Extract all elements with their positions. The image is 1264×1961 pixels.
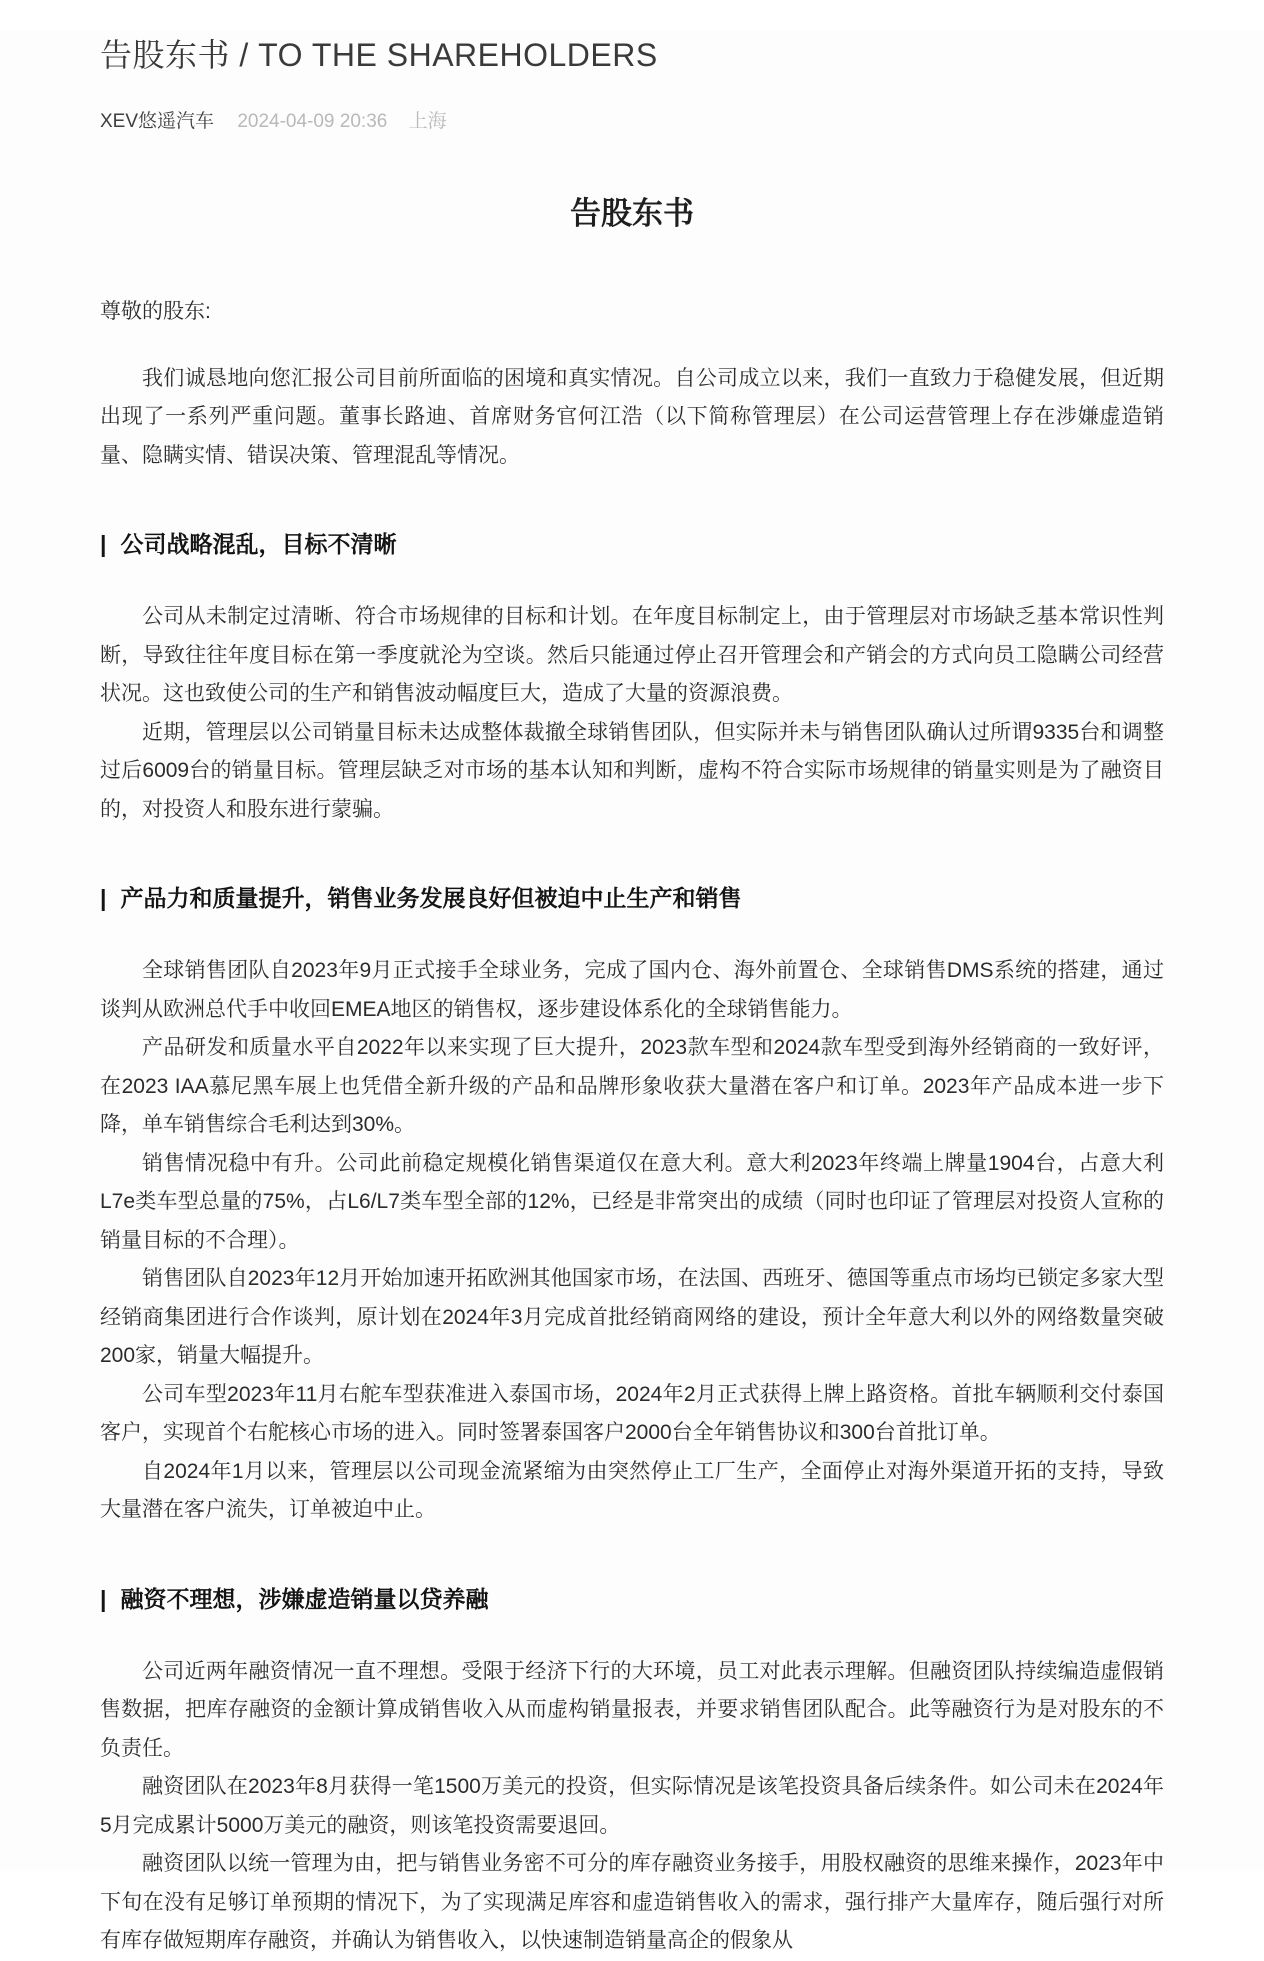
section-marker-bar: | [100, 1585, 107, 1612]
paragraph: 销售情况稳中有升。公司此前稳定规模化销售渠道仅在意大利。意大利2023年终端上牌量1904台，占意大利L7e类车型总量的75%，占L6/L7类车型全部的12%，已经是非常突出的成绩（同时也印证了管理层对投资人宣称的销量目标的不合理）。 [100, 1151, 1164, 1252]
paragraph: 全球销售团队自2023年9月正式接手全球业务，完成了国内仓、海外前置仓、全球销售DMS系统的搭建，通过谈判从欧洲总代手中收回EMEA地区的销售权，逐步建设体系化的全球销售能力。 [100, 959, 1164, 1021]
paragraph: 融资团队以统一管理为由，把与销售业务密不可分的库存融资业务接手，用股权融资的思维来操作，2023年中下旬在没有足够订单预期的情况下，为了实现满足库容和虚造销售收入的需求，强行排产大量库存，随后强行对所有库存做短期库存融资，并确认为销售收入，以快速制造销量高企的假象从 [100, 1852, 1164, 1953]
byline-author: XEV悠遥汽车 [100, 111, 215, 132]
article-body [100, 188, 1164, 1961]
section-heading-3 [100, 1584, 1164, 1615]
paragraph: 自2024年1月以来，管理层以公司现金流紧缩为由突然停止工厂生产，全面停止对海外渠道开拓的支持，导致大量潜在客户流失，订单被迫中止。 [100, 1459, 1164, 1522]
byline-location: 上海 [408, 111, 447, 132]
paragraph: 产品研发和质量水平自2022年以来实现了巨大提升，2023款车型和2024款车型受到海外经销商的一致好评，在2023 IAA慕尼黑车展上也凭借全新升级的产品和品牌形象收获大量潜在客户和订单。2023年产品成本进一步下降，单车销售综合毛利达到30%。 [100, 1036, 1164, 1137]
article-page [0, 30, 1264, 1953]
section-heading-text: 公司战略混乱，目标不清晰 [120, 531, 397, 557]
byline [100, 106, 1164, 133]
section-heading-2 [100, 883, 1164, 914]
intro-paragraph: 我们诚恳地向您汇报公司目前所面临的困境和真实情况。自公司成立以来，我们一直致力于稳健发展，但近期出现了一系列严重问题。董事长路迪、首席财务官何江浩（以下简称管理层）在公司运营管理上存在涉嫌虚造销量、隐瞒实情、错误决策、管理混乱等情况。 [100, 366, 1164, 467]
paragraph: 公司车型2023年11月右舵车型获准进入泰国市场，2024年2月正式获得上牌上路资格。首批车辆顺利交付泰国客户，实现首个右舵核心市场的进入。同时签署泰国客户2000台全年销售协议和300台首批订单。 [100, 1382, 1164, 1445]
article-heading: 告股东书 [570, 196, 694, 231]
paragraph: 融资团队在2023年8月获得一笔1500万美元的投资，但实际情况是该笔投资具备后续条件。如公司未在2024年5月完成累计5000万美元的融资，则该笔投资需要退回。 [100, 1775, 1164, 1837]
section-heading-text: 融资不理想，涉嫌虚造销量以贷养融 [120, 1585, 489, 1612]
page-title: 告股东书 / TO THE SHAREHOLDERS [100, 37, 658, 73]
section-heading-text: 产品力和质量提升，销售业务发展良好但被迫中止生产和销售 [120, 885, 742, 912]
section-marker-bar: | [100, 885, 107, 912]
paragraph: 公司近两年融资情况一直不理想。受限于经济下行的大环境，员工对此表示理解。但融资团队持续编造虚假销售数据，把库存融资的金额计算成销售收入从而虚构销量报表，并要求销售团队配合。此等融资行为是对股东的不负责任。 [100, 1659, 1164, 1760]
section-heading-1 [100, 529, 1164, 560]
salutation: 尊敬的股东: [100, 300, 211, 323]
section-marker-bar: | [100, 531, 107, 557]
paragraph: 公司从未制定过清晰、符合市场规律的目标和计划。在年度目标制定上，由于管理层对市场缺乏基本常识性判断，导致往往年度目标在第一季度就沦为空谈。然后只能通过停止召开管理会和产销会的方式向员工隐瞒公司经营状况。这也致使公司的生产和销售波动幅度巨大，造成了大量的资源浪费。 [100, 605, 1164, 706]
paragraph: 销售团队自2023年12月开始加速开拓欧洲其他国家市场，在法国、西班牙、德国等重点市场均已锁定多家大型经销商集团进行合作谈判，原计划在2024年3月完成首批经销商网络的建设，预计全年意大利以外的网络数量突破200家，销量大幅提升。 [100, 1267, 1164, 1368]
paragraph: 近期，管理层以公司销量目标未达成整体裁撤全球销售团队，但实际并未与销售团队确认过所谓9335台和调整过后6009台的销量目标。管理层缺乏对市场的基本认知和判断，虚构不符合实际市场规律的销量实则是为了融资目的，对投资人和股东进行蒙骗。 [100, 720, 1164, 821]
byline-datetime: 2024-04-09 20:36 [237, 111, 388, 132]
